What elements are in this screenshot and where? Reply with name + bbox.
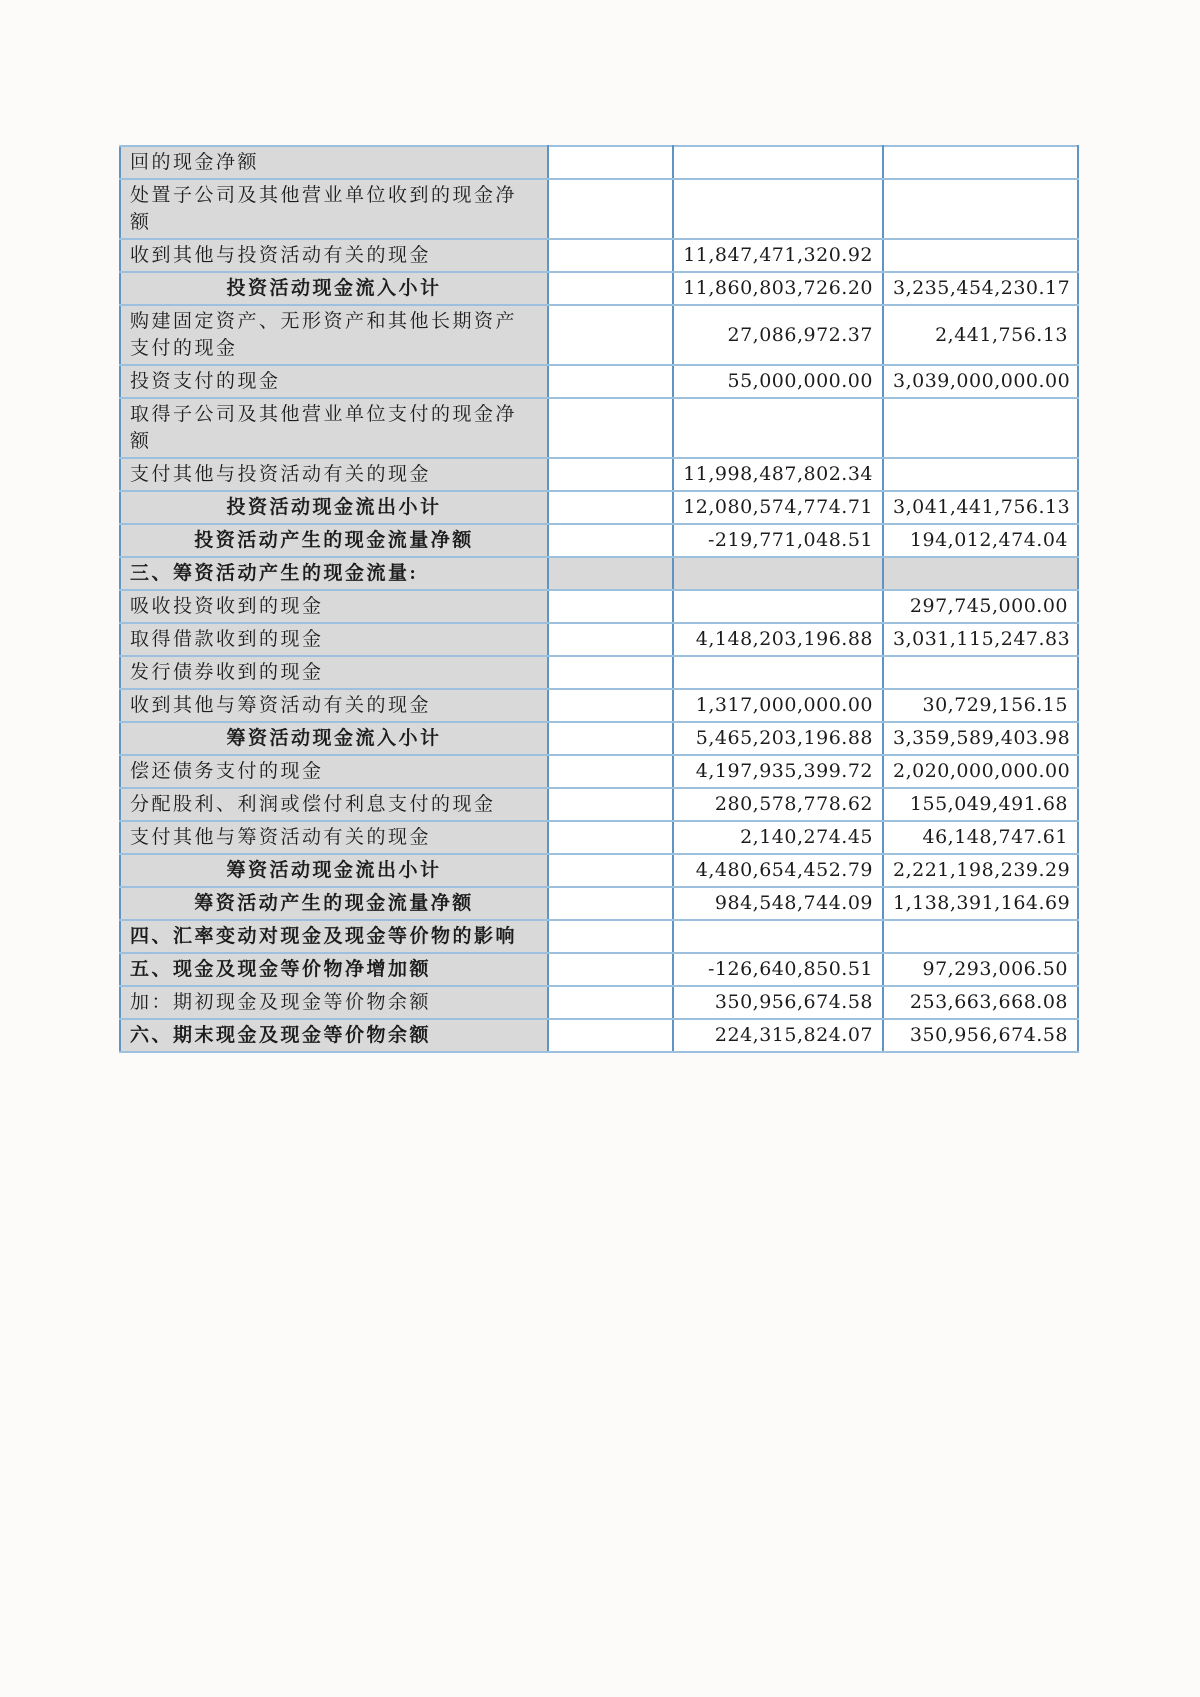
row-current-period-amount: 11,998,487,802.34 bbox=[673, 458, 883, 491]
row-item-label: 五、现金及现金等价物净增加额 bbox=[120, 953, 548, 986]
table-row bbox=[120, 887, 1078, 920]
row-item-label: 发行债券收到的现金 bbox=[120, 656, 548, 689]
row-note-cell bbox=[548, 722, 673, 755]
row-note-cell bbox=[548, 179, 673, 239]
row-current-period-amount bbox=[673, 398, 883, 458]
row-prior-period-amount: 2,020,000,000.00 bbox=[883, 755, 1078, 788]
row-item-label: 筹资活动产生的现金流量净额 bbox=[120, 887, 548, 920]
row-prior-period-amount bbox=[883, 398, 1078, 458]
table-row bbox=[120, 953, 1078, 986]
row-note-cell bbox=[548, 305, 673, 365]
row-prior-period-amount: 155,049,491.68 bbox=[883, 788, 1078, 821]
table-row bbox=[120, 656, 1078, 689]
row-current-period-amount: 4,197,935,399.72 bbox=[673, 755, 883, 788]
row-item-label: 支付其他与投资活动有关的现金 bbox=[120, 458, 548, 491]
row-prior-period-amount: 3,235,454,230.17 bbox=[883, 272, 1078, 305]
row-prior-period-amount: 1,138,391,164.69 bbox=[883, 887, 1078, 920]
row-prior-period-amount: 46,148,747.61 bbox=[883, 821, 1078, 854]
row-prior-period-amount: 2,441,756.13 bbox=[883, 305, 1078, 365]
row-current-period-amount bbox=[673, 146, 883, 179]
row-prior-period-amount bbox=[883, 146, 1078, 179]
row-prior-period-amount: 3,039,000,000.00 bbox=[883, 365, 1078, 398]
row-item-label: 支付其他与筹资活动有关的现金 bbox=[120, 821, 548, 854]
cash-flow-table bbox=[119, 145, 1079, 1053]
row-note-cell bbox=[548, 788, 673, 821]
table-row bbox=[120, 1019, 1078, 1052]
row-current-period-amount: -126,640,850.51 bbox=[673, 953, 883, 986]
table-row bbox=[120, 821, 1078, 854]
row-item-label: 投资支付的现金 bbox=[120, 365, 548, 398]
row-item-label: 收到其他与筹资活动有关的现金 bbox=[120, 689, 548, 722]
row-note-cell bbox=[548, 557, 673, 590]
row-note-cell bbox=[548, 953, 673, 986]
row-prior-period-amount: 297,745,000.00 bbox=[883, 590, 1078, 623]
table-row bbox=[120, 854, 1078, 887]
row-item-label: 投资活动现金流入小计 bbox=[120, 272, 548, 305]
row-current-period-amount bbox=[673, 557, 883, 590]
table-row bbox=[120, 272, 1078, 305]
row-note-cell bbox=[548, 590, 673, 623]
row-prior-period-amount: 350,956,674.58 bbox=[883, 1019, 1078, 1052]
row-prior-period-amount bbox=[883, 920, 1078, 953]
table-row bbox=[120, 179, 1078, 239]
row-item-label: 偿还债务支付的现金 bbox=[120, 755, 548, 788]
row-current-period-amount: -219,771,048.51 bbox=[673, 524, 883, 557]
row-note-cell bbox=[548, 1019, 673, 1052]
row-current-period-amount: 224,315,824.07 bbox=[673, 1019, 883, 1052]
row-item-label: 吸收投资收到的现金 bbox=[120, 590, 548, 623]
row-current-period-amount: 11,860,803,726.20 bbox=[673, 272, 883, 305]
row-current-period-amount: 2,140,274.45 bbox=[673, 821, 883, 854]
row-prior-period-amount bbox=[883, 458, 1078, 491]
row-note-cell bbox=[548, 458, 673, 491]
row-note-cell bbox=[548, 887, 673, 920]
table-row bbox=[120, 305, 1078, 365]
row-current-period-amount: 4,148,203,196.88 bbox=[673, 623, 883, 656]
table-row bbox=[120, 623, 1078, 656]
row-item-label: 六、期末现金及现金等价物余额 bbox=[120, 1019, 548, 1052]
row-note-cell bbox=[548, 239, 673, 272]
row-item-label: 回的现金净额 bbox=[120, 146, 548, 179]
row-prior-period-amount: 194,012,474.04 bbox=[883, 524, 1078, 557]
table-row bbox=[120, 146, 1078, 179]
row-current-period-amount: 280,578,778.62 bbox=[673, 788, 883, 821]
row-item-label: 加：期初现金及现金等价物余额 bbox=[120, 986, 548, 1019]
row-item-label: 筹资活动现金流入小计 bbox=[120, 722, 548, 755]
row-item-label: 购建固定资产、无形资产和其他长期资产支付的现金 bbox=[120, 305, 548, 365]
table-row bbox=[120, 398, 1078, 458]
table-row bbox=[120, 239, 1078, 272]
row-prior-period-amount: 30,729,156.15 bbox=[883, 689, 1078, 722]
cash-flow-table-body bbox=[120, 146, 1078, 1052]
table-row bbox=[120, 491, 1078, 524]
row-note-cell bbox=[548, 920, 673, 953]
table-row bbox=[120, 755, 1078, 788]
row-prior-period-amount bbox=[883, 179, 1078, 239]
row-current-period-amount bbox=[673, 656, 883, 689]
row-item-label: 三、筹资活动产生的现金流量: bbox=[120, 557, 548, 590]
table-row bbox=[120, 557, 1078, 590]
row-current-period-amount: 12,080,574,774.71 bbox=[673, 491, 883, 524]
row-note-cell bbox=[548, 398, 673, 458]
table-row bbox=[120, 365, 1078, 398]
row-prior-period-amount bbox=[883, 239, 1078, 272]
row-current-period-amount bbox=[673, 179, 883, 239]
row-current-period-amount bbox=[673, 590, 883, 623]
row-prior-period-amount: 3,041,441,756.13 bbox=[883, 491, 1078, 524]
table-row bbox=[120, 524, 1078, 557]
row-note-cell bbox=[548, 623, 673, 656]
row-note-cell bbox=[548, 524, 673, 557]
row-current-period-amount: 350,956,674.58 bbox=[673, 986, 883, 1019]
row-note-cell bbox=[548, 365, 673, 398]
row-prior-period-amount: 97,293,006.50 bbox=[883, 953, 1078, 986]
table-row bbox=[120, 458, 1078, 491]
row-note-cell bbox=[548, 755, 673, 788]
row-item-label: 处置子公司及其他营业单位收到的现金净额 bbox=[120, 179, 548, 239]
row-current-period-amount: 984,548,744.09 bbox=[673, 887, 883, 920]
table-row bbox=[120, 689, 1078, 722]
row-prior-period-amount bbox=[883, 557, 1078, 590]
row-item-label: 投资活动产生的现金流量净额 bbox=[120, 524, 548, 557]
row-item-label: 收到其他与投资活动有关的现金 bbox=[120, 239, 548, 272]
table-row bbox=[120, 788, 1078, 821]
row-item-label: 取得子公司及其他营业单位支付的现金净额 bbox=[120, 398, 548, 458]
row-prior-period-amount bbox=[883, 656, 1078, 689]
row-item-label: 四、汇率变动对现金及现金等价物的影响 bbox=[120, 920, 548, 953]
row-note-cell bbox=[548, 854, 673, 887]
row-current-period-amount: 4,480,654,452.79 bbox=[673, 854, 883, 887]
row-note-cell bbox=[548, 491, 673, 524]
row-note-cell bbox=[548, 272, 673, 305]
row-note-cell bbox=[548, 146, 673, 179]
row-prior-period-amount: 3,031,115,247.83 bbox=[883, 623, 1078, 656]
row-current-period-amount: 11,847,471,320.92 bbox=[673, 239, 883, 272]
table-row bbox=[120, 986, 1078, 1019]
row-note-cell bbox=[548, 986, 673, 1019]
row-item-label: 取得借款收到的现金 bbox=[120, 623, 548, 656]
row-item-label: 筹资活动现金流出小计 bbox=[120, 854, 548, 887]
row-note-cell bbox=[548, 821, 673, 854]
row-item-label: 投资活动现金流出小计 bbox=[120, 491, 548, 524]
row-current-period-amount: 27,086,972.37 bbox=[673, 305, 883, 365]
row-current-period-amount bbox=[673, 920, 883, 953]
table-row bbox=[120, 590, 1078, 623]
row-current-period-amount: 55,000,000.00 bbox=[673, 365, 883, 398]
row-prior-period-amount: 253,663,668.08 bbox=[883, 986, 1078, 1019]
row-prior-period-amount: 2,221,198,239.29 bbox=[883, 854, 1078, 887]
row-current-period-amount: 1,317,000,000.00 bbox=[673, 689, 883, 722]
row-note-cell bbox=[548, 656, 673, 689]
table-row bbox=[120, 920, 1078, 953]
row-note-cell bbox=[548, 689, 673, 722]
row-current-period-amount: 5,465,203,196.88 bbox=[673, 722, 883, 755]
row-item-label: 分配股利、利润或偿付利息支付的现金 bbox=[120, 788, 548, 821]
table-row bbox=[120, 722, 1078, 755]
row-prior-period-amount: 3,359,589,403.98 bbox=[883, 722, 1078, 755]
